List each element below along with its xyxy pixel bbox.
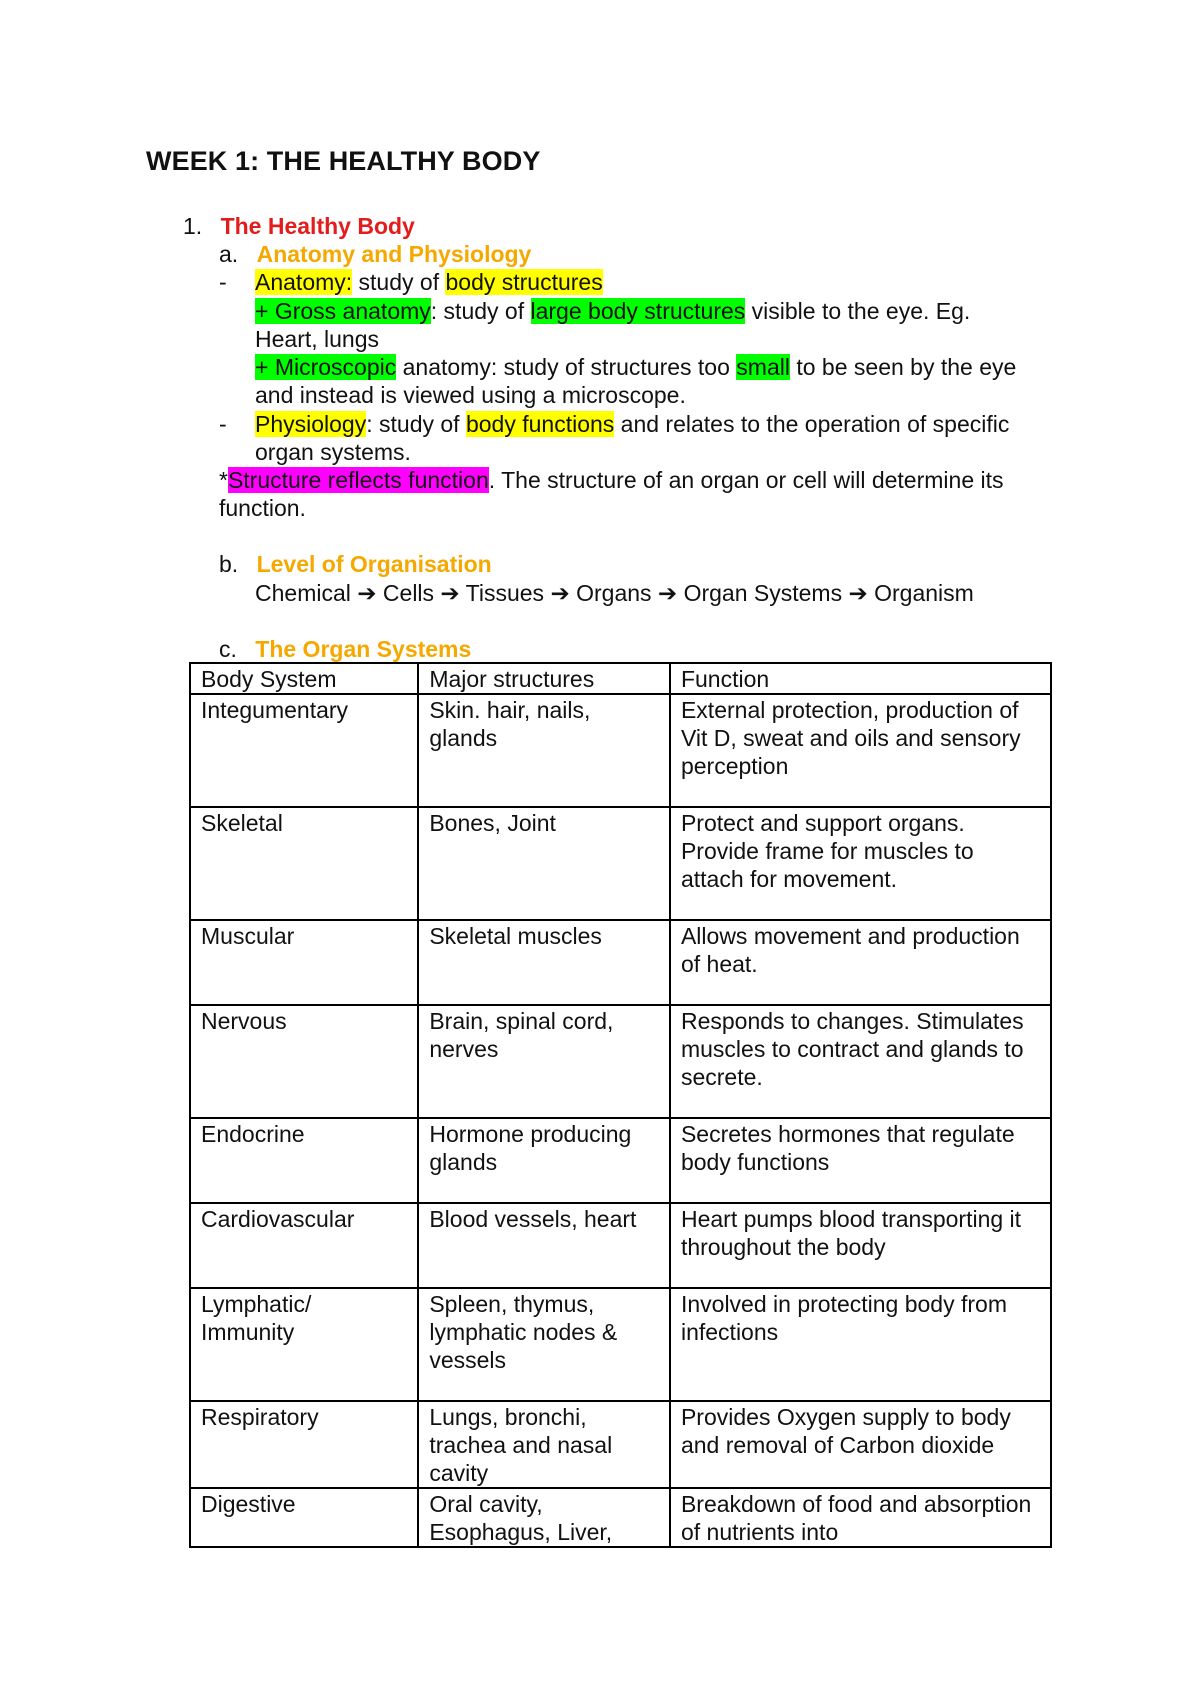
table-cell-system: Nervous [190, 1005, 418, 1118]
table-cell-structures: Spleen, thymus, lymphatic nodes & vessels [418, 1288, 670, 1401]
organisation-chain: Chemical ➔ Cells ➔ Tissues ➔ Organs ➔ Organ Systems ➔ Organism [255, 580, 974, 606]
subsection-c-title: The Organ Systems [255, 636, 472, 662]
table-cell-system: Cardiovascular [190, 1203, 418, 1288]
table-cell-function: Protect and support organs. Provide frame for muscles to attach for movement. [670, 807, 1051, 920]
microscopic-tail: to be seen by the eye [789, 354, 1017, 380]
physiology-highlight: body functions [465, 411, 615, 437]
table-cell-structures: Skin. hair, nails, glands [418, 694, 670, 807]
subsection-b-heading [219, 550, 492, 578]
physiology-line [219, 410, 1010, 438]
gross-anatomy-tail: visible to the eye. Eg. [745, 298, 971, 324]
table-cell-structures: Blood vessels, heart [418, 1203, 670, 1288]
structure-function-line [219, 466, 1004, 494]
physiology-label: Physiology [255, 411, 367, 437]
subsection-c-letter: c. [219, 636, 237, 662]
table-cell-system: Respiratory [190, 1401, 418, 1488]
table-cell-structures: Brain, spinal cord, nerves [418, 1005, 670, 1118]
table-cell-structures: Oral cavity, Esophagus, Liver, [418, 1488, 670, 1547]
table-cell-system: Integumentary [190, 694, 418, 807]
anatomy-label: Anatomy: [255, 269, 353, 295]
section-1-number: 1. [183, 213, 203, 239]
gross-anatomy-line [255, 297, 970, 325]
bullet-dash: - [219, 269, 227, 295]
table-row [190, 1488, 1051, 1547]
subsection-c-heading [219, 635, 471, 663]
table-cell-structures: Bones, Joint [418, 807, 670, 920]
table-row [190, 1118, 1051, 1203]
microscopic-anatomy-line-2: and instead is viewed using a microscope. [255, 382, 686, 408]
table-row [190, 1203, 1051, 1288]
structure-function-tail: . The structure of an organ or cell will determine its [488, 467, 1004, 493]
table-cell-system: Digestive [190, 1488, 418, 1547]
gross-anatomy-highlight-2: large body structures [530, 298, 746, 324]
gross-anatomy-line-2: Heart, lungs [255, 326, 380, 352]
asterisk: * [219, 467, 228, 493]
gross-anatomy-highlight: + Gross anatomy [255, 298, 431, 324]
table-row [190, 694, 1051, 807]
table-cell-system: Endocrine [190, 1118, 418, 1203]
table-cell-function: Involved in protecting body from infections [670, 1288, 1051, 1401]
table-cell-function: Responds to changes. Stimulates muscles to contract and glands to secrete. [670, 1005, 1051, 1118]
subsection-b-letter: b. [219, 551, 239, 577]
table-header-cell: Function [670, 663, 1051, 694]
table-cell-structures: Skeletal muscles [418, 920, 670, 1005]
subsection-b-title: Level of Organisation [256, 551, 492, 577]
microscopic-mid: anatomy: study of structures too [396, 354, 737, 380]
anatomy-line [219, 268, 603, 296]
anatomy-highlight: body structures [445, 269, 603, 295]
table-cell-function: External protection, production of Vit D, sweat and oils and sensory perception [670, 694, 1051, 807]
organ-systems-table [189, 662, 1052, 1548]
table-row [190, 920, 1051, 1005]
table-cell-system: Lymphatic/ Immunity [190, 1288, 418, 1401]
subsection-a-title: Anatomy and Physiology [256, 241, 532, 267]
microscopic-highlight: + Microscopic [255, 354, 397, 380]
bullet-dash: - [219, 411, 227, 437]
table-cell-function: Heart pumps blood transporting it throughout the body [670, 1203, 1051, 1288]
section-1-title: The Healthy Body [220, 213, 415, 239]
subsection-a-letter: a. [219, 241, 239, 267]
anatomy-text [255, 268, 603, 296]
table-cell-system: Skeletal [190, 807, 418, 920]
physiology-tail: and relates to the operation of specific [614, 411, 1010, 437]
table-cell-structures: Hormone producing glands [418, 1118, 670, 1203]
table-cell-system: Muscular [190, 920, 418, 1005]
table-cell-function: Secretes hormones that regulate body functions [670, 1118, 1051, 1203]
table-header-cell: Body System [190, 663, 418, 694]
table-header-row [190, 663, 1051, 694]
table-cell-function: Allows movement and production of heat. [670, 920, 1051, 1005]
table-header-cell: Major structures [418, 663, 670, 694]
table-cell-function: Breakdown of food and absorption of nutrients into [670, 1488, 1051, 1547]
gross-anatomy-mid: : study of [430, 298, 531, 324]
anatomy-mid: study of [352, 269, 446, 295]
page-title: WEEK 1: THE HEALTHY BODY [146, 146, 541, 176]
section-1-heading [183, 212, 415, 240]
microscopic-highlight-2: small [736, 354, 790, 380]
table-cell-function: Provides Oxygen supply to body and removal of Carbon dioxide [670, 1401, 1051, 1488]
physiology-text [255, 410, 1009, 438]
table-row [190, 807, 1051, 920]
physiology-mid: : study of [366, 411, 466, 437]
microscopic-anatomy-line [255, 353, 1016, 381]
table-cell-structures: Lungs, bronchi, trachea and nasal cavity [418, 1401, 670, 1488]
table-row [190, 1005, 1051, 1118]
table-row [190, 1401, 1051, 1488]
structure-function-line-2: function. [219, 495, 306, 521]
subsection-a-heading [219, 240, 531, 268]
physiology-line-2: organ systems. [255, 439, 411, 465]
table-row [190, 1288, 1051, 1401]
structure-function-highlight: Structure reflects function [227, 467, 489, 493]
